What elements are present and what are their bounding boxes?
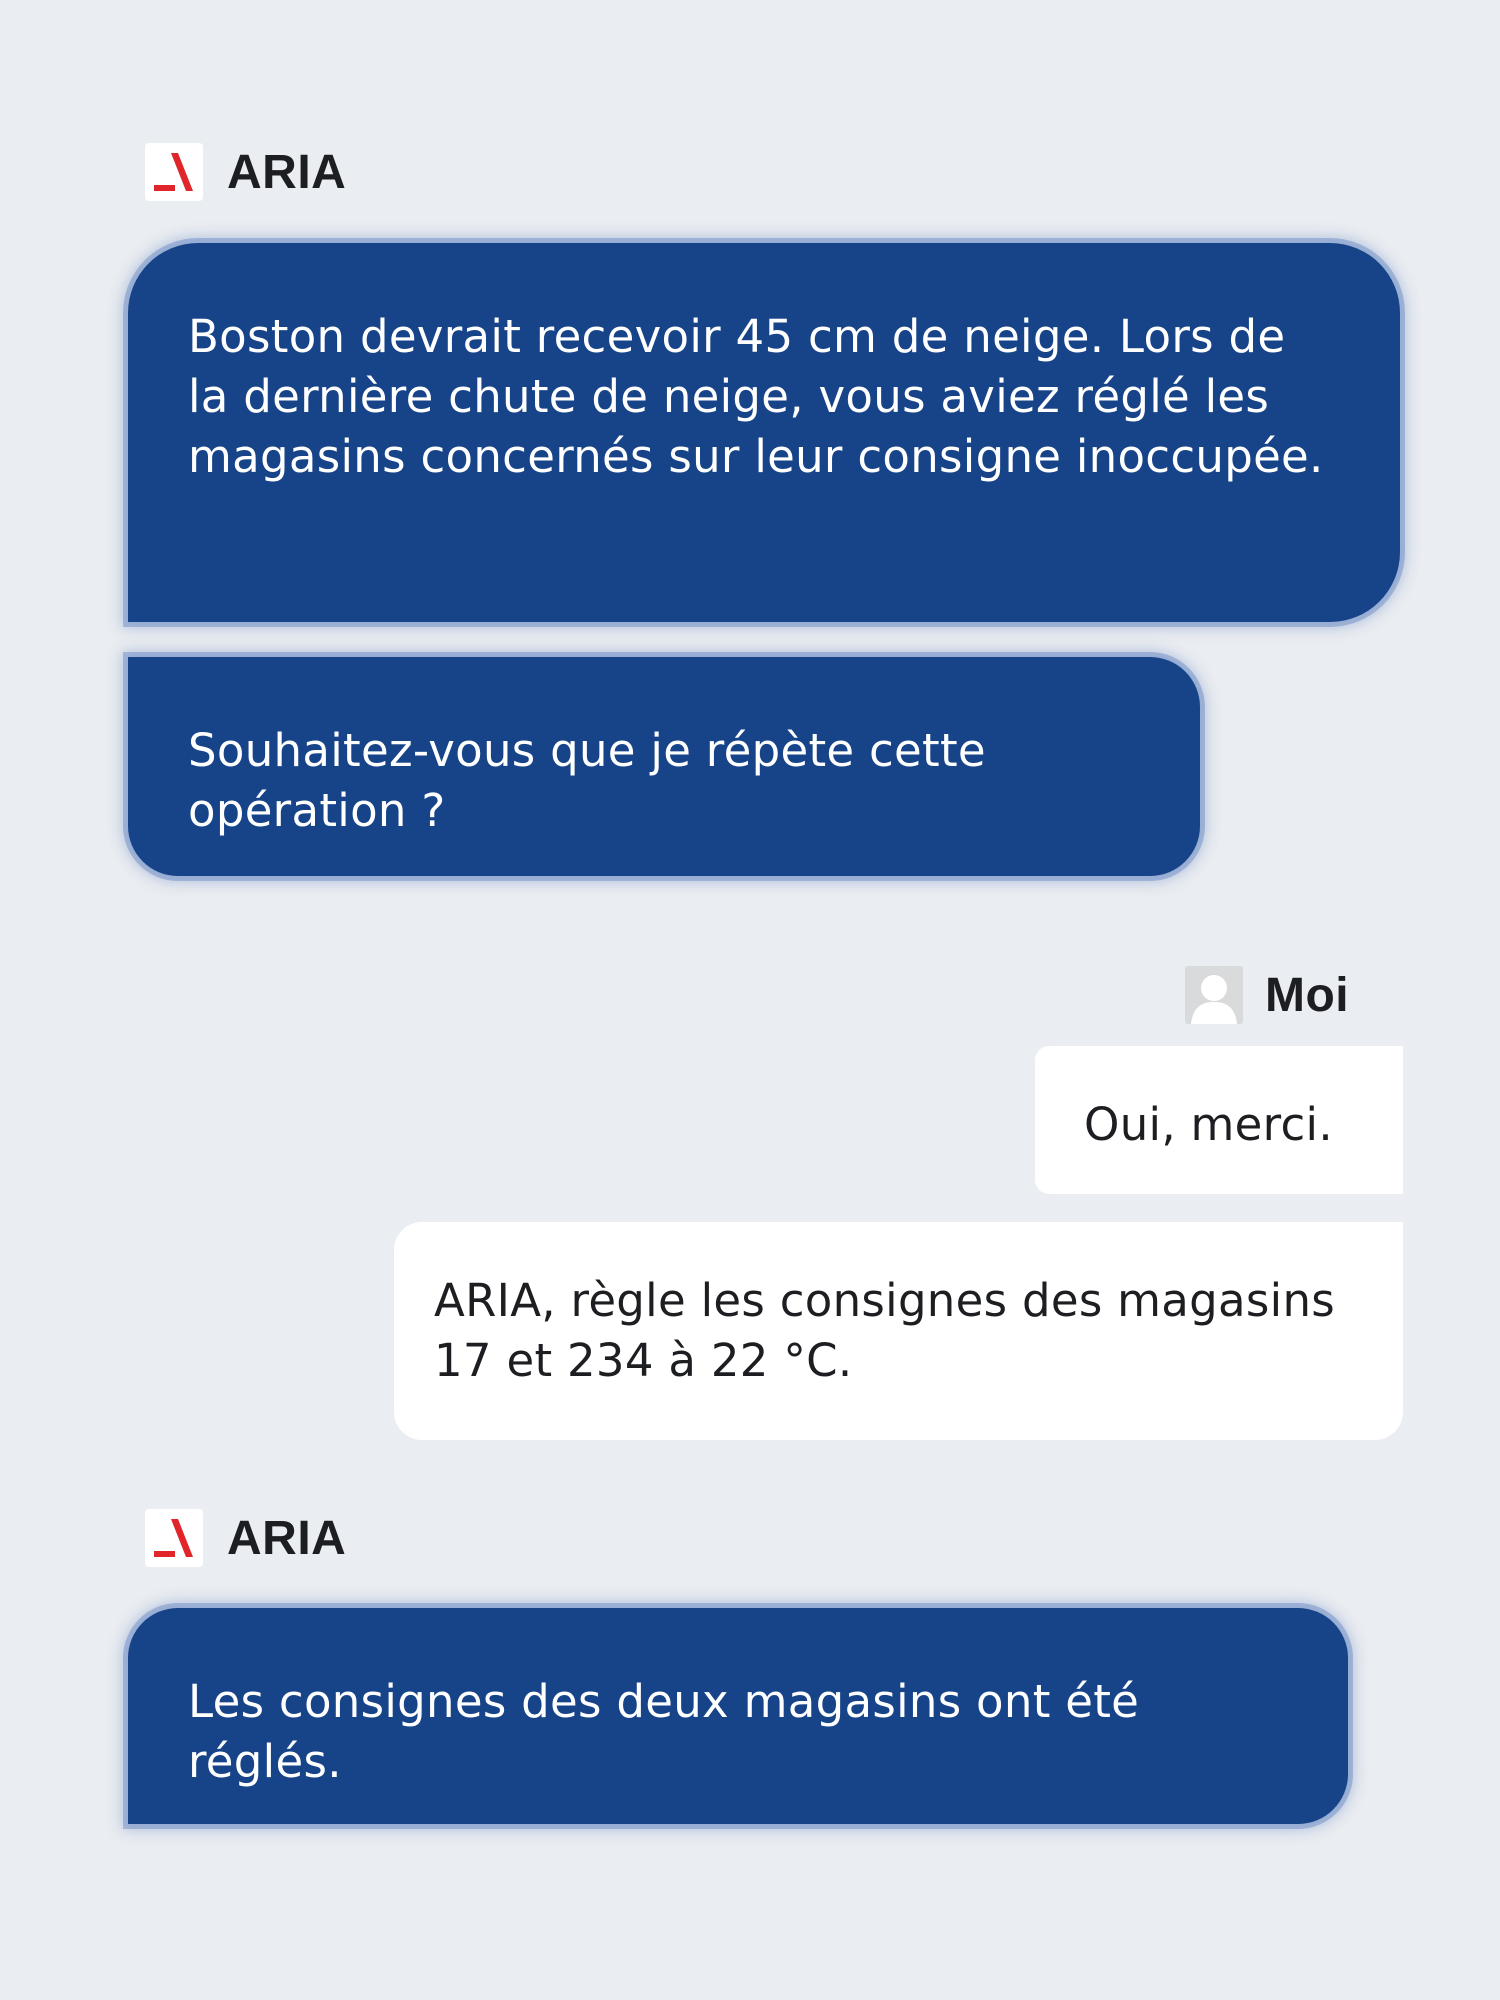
me-message-2	[394, 1222, 1403, 1440]
aria-message-3	[128, 1608, 1348, 1824]
aria-logo-icon	[145, 1509, 203, 1567]
aria-logo-icon	[145, 143, 203, 201]
aria-message-2-text: Souhaitez-vous que je répète cette opération ?	[188, 724, 986, 837]
me-message-1	[1035, 1046, 1403, 1194]
sender-name-me: Moi	[1265, 968, 1350, 1022]
aria-message-3-text: Les consignes des deux magasins ont été réglés.	[188, 1675, 1140, 1788]
aria-message-1-text: Boston devrait recevoir 45 cm de neige. Lors de la dernière chute de neige, vous aviez réglé les magasins concernés sur leur consigne inoccupée.	[188, 310, 1324, 483]
me-message-2-text: ARIA, règle les consignes des magasins 17 et 234 à 22 °C.	[434, 1274, 1336, 1387]
sender-name-aria: ARIA	[227, 1511, 347, 1565]
aria-message-1	[128, 243, 1400, 622]
user-avatar-icon	[1185, 966, 1243, 1024]
aria-message-2	[128, 657, 1200, 876]
sender-name-aria: ARIA	[227, 145, 347, 199]
sender-me	[1185, 966, 1349, 1024]
sender-aria-2	[145, 1509, 346, 1567]
me-message-1-text: Oui, merci.	[1084, 1098, 1333, 1151]
sender-aria-1	[145, 143, 346, 201]
